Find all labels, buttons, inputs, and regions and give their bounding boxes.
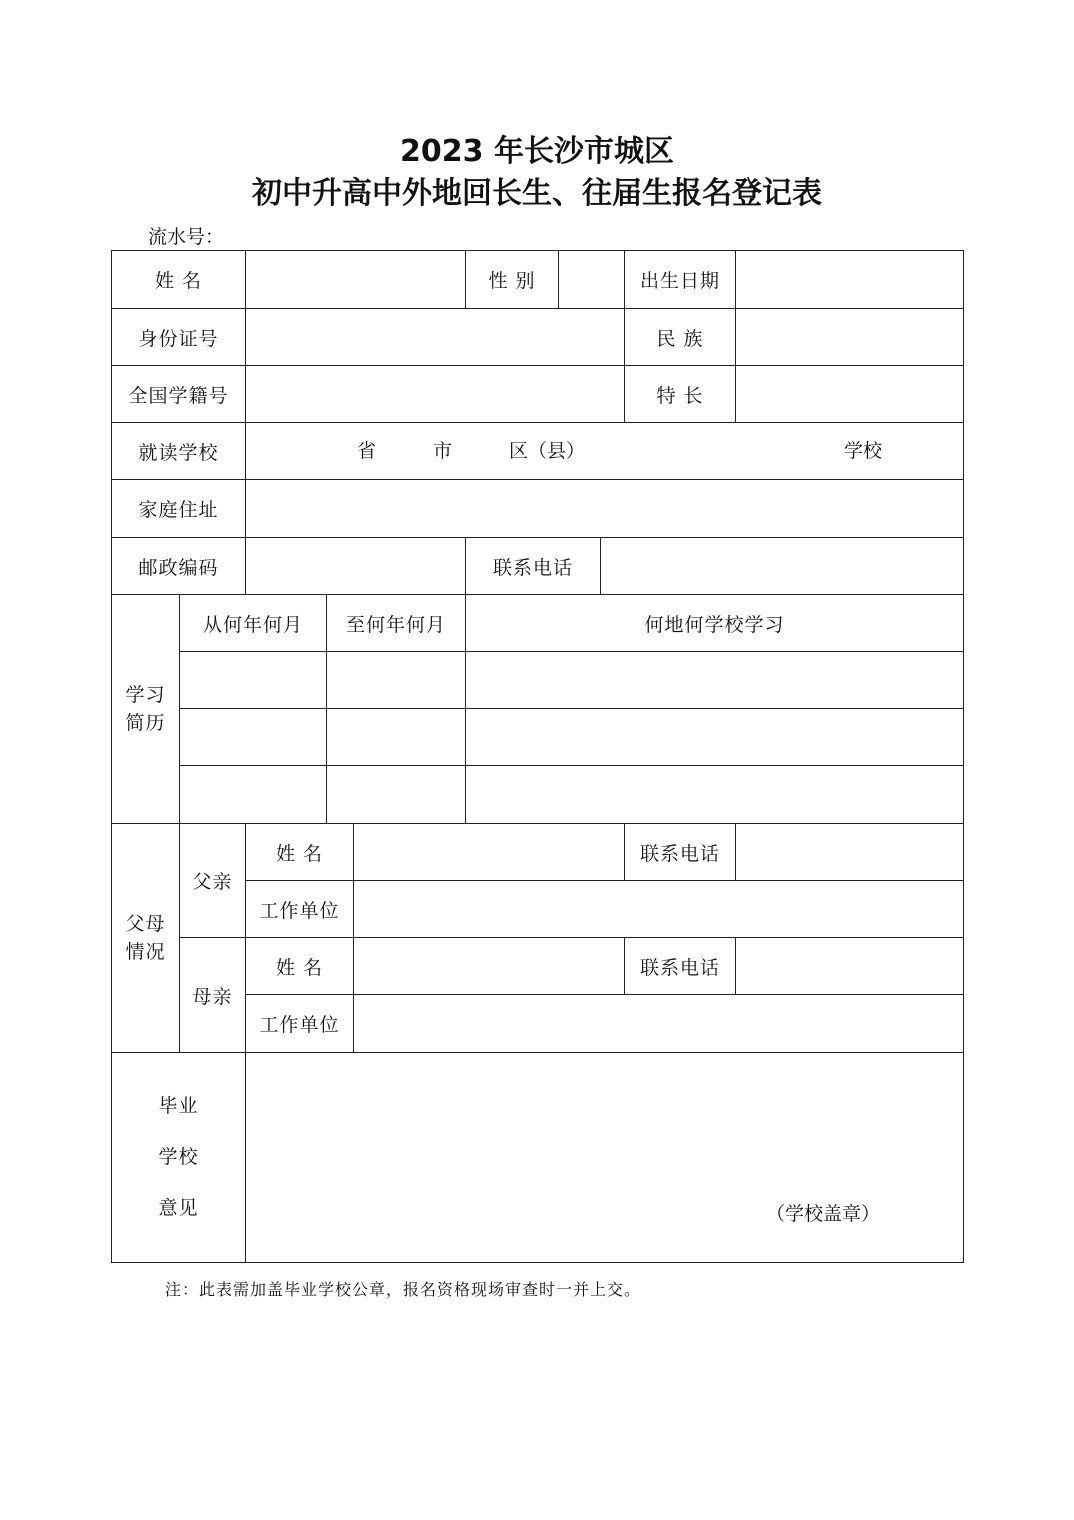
mother-name-field[interactable]	[354, 938, 625, 995]
postcode-label: 邮政编码	[111, 538, 246, 595]
school-province-label: 省	[357, 440, 377, 462]
gender-field[interactable]	[559, 250, 625, 309]
father-phone-field[interactable]	[736, 824, 964, 881]
study-row-3-where[interactable]	[466, 766, 964, 824]
study-row-2-where[interactable]	[466, 709, 964, 766]
study-col-where-header: 何地何学校学习	[466, 595, 964, 652]
gender-label: 性 别	[466, 250, 559, 309]
graduation-label-line2: 学校	[158, 1146, 199, 1168]
school-suffix-label: 学校	[844, 440, 883, 462]
father-work-label: 工作单位	[246, 881, 354, 938]
ethnicity-field[interactable]	[736, 309, 964, 366]
study-row-2-to[interactable]	[327, 709, 466, 766]
mother-work-field[interactable]	[354, 995, 964, 1053]
address-field[interactable]	[246, 480, 964, 538]
mother-name-label: 姓 名	[246, 938, 354, 995]
parents-label-line2: 情况	[125, 941, 166, 963]
study-row-1-where[interactable]	[466, 652, 964, 709]
study-row-2-from[interactable]	[180, 709, 327, 766]
father-label: 父亲	[180, 824, 246, 938]
student-id-label: 全国学籍号	[111, 366, 246, 423]
study-history-label-line2: 简历	[125, 712, 166, 734]
form-title-line1: 2023 年长沙市城区	[400, 134, 674, 169]
parents-label-line1: 父母	[125, 913, 166, 935]
study-col-to-header: 至何年何月	[327, 595, 466, 652]
birth-date-field[interactable]	[736, 250, 964, 309]
school-city-label: 市	[433, 440, 453, 462]
father-phone-label: 联系电话	[625, 824, 736, 881]
phone-field[interactable]	[601, 538, 964, 595]
ethnicity-label: 民 族	[625, 309, 736, 366]
study-history-label	[111, 595, 180, 824]
address-label: 家庭住址	[111, 480, 246, 538]
father-name-field[interactable]	[354, 824, 625, 881]
study-row-3-from[interactable]	[180, 766, 327, 824]
study-row-1-to[interactable]	[327, 652, 466, 709]
father-work-field[interactable]	[354, 881, 964, 938]
school-district-label: 区（县）	[509, 440, 586, 462]
graduation-label-line1: 毕业	[158, 1095, 199, 1117]
school-label: 就读学校	[111, 423, 246, 480]
mother-phone-field[interactable]	[736, 938, 964, 995]
study-col-from-header: 从何年何月	[180, 595, 327, 652]
id-number-field[interactable]	[246, 309, 625, 366]
specialty-field[interactable]	[736, 366, 964, 423]
birth-date-label: 出生日期	[625, 250, 736, 309]
form-title-line2: 初中升高中外地回长生、往届生报名登记表	[252, 176, 822, 211]
footnote: 注：此表需加盖毕业学校公章，报名资格现场审查时一并上交。	[165, 1280, 642, 1299]
id-number-label: 身份证号	[111, 309, 246, 366]
mother-work-label: 工作单位	[246, 995, 354, 1053]
study-row-1-from[interactable]	[180, 652, 327, 709]
study-row-3-to[interactable]	[327, 766, 466, 824]
serial-number-label: 流水号：	[148, 226, 225, 248]
postcode-field[interactable]	[246, 538, 466, 595]
father-name-label: 姓 名	[246, 824, 354, 881]
specialty-label: 特 长	[625, 366, 736, 423]
name-field[interactable]	[246, 250, 466, 309]
parents-label	[111, 824, 180, 1053]
graduation-opinion-label	[111, 1053, 246, 1263]
mother-label: 母亲	[180, 938, 246, 1053]
student-id-field[interactable]	[246, 366, 625, 423]
name-label: 姓 名	[111, 250, 246, 309]
phone-label: 联系电话	[466, 538, 601, 595]
mother-phone-label: 联系电话	[625, 938, 736, 995]
graduation-opinion-field[interactable]	[246, 1053, 964, 1263]
graduation-label-line3: 意见	[158, 1197, 199, 1219]
study-history-label-line1: 学习	[125, 684, 166, 706]
school-stamp-label: （学校盖章）	[766, 1203, 881, 1225]
